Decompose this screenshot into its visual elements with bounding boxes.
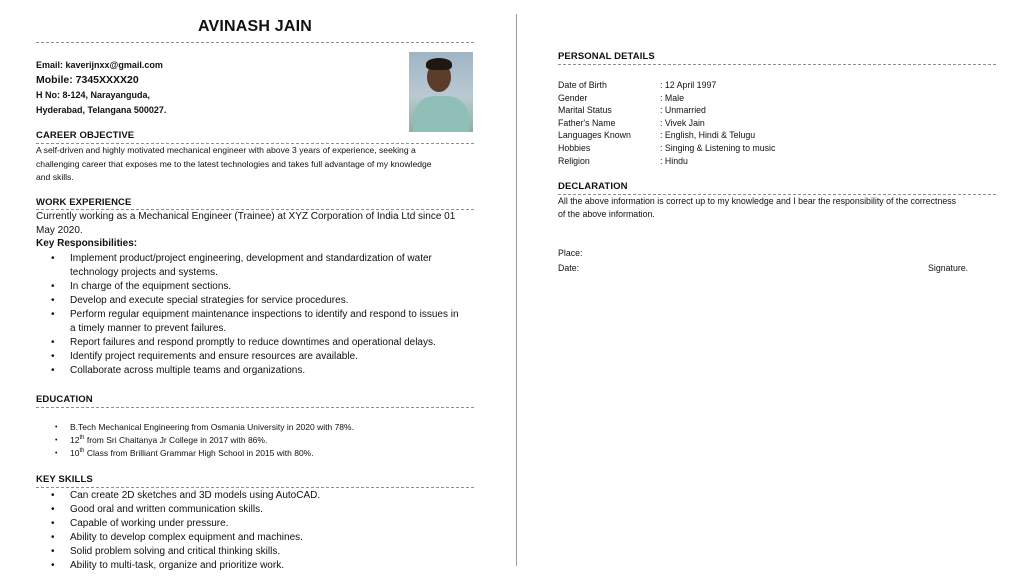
mobile: Mobile: 7345XXXX20 [36, 74, 139, 86]
list-item: • Collaborate across multiple teams and organizations. [51, 365, 306, 376]
key-skills-heading: KEY SKILLS [36, 474, 93, 485]
profile-photo [409, 52, 473, 132]
place-label: Place: [558, 248, 583, 258]
table-row: Father's Name : Vivek Jain [558, 117, 705, 128]
objective-line: challenging career that exposes me to the latest technologies and takes full advantage of my knowledge [36, 158, 432, 169]
key-skills-rule [36, 487, 474, 488]
personal-details-heading: PERSONAL DETAILS [558, 51, 655, 62]
list-item: • Develop and execute special strategies for service procedures. [51, 295, 349, 306]
signature-label: Signature. [928, 263, 969, 273]
declaration-text [558, 195, 996, 220]
contact-block [36, 58, 396, 118]
declaration-line: All the above information is correct up to my knowledge and I bear the responsibility of the correctness [558, 196, 957, 206]
education-rule [36, 407, 474, 408]
list-item: • Perform regular equipment maintenance inspections to identify and respond to issues in a timely manner to prevent failures. [51, 309, 459, 334]
declaration-heading: DECLARATION [558, 181, 628, 192]
list-item: • Capable of working under pressure. [51, 518, 229, 529]
list-item: • Report failures and respond promptly to reduce downtimes and operational delays. [51, 337, 436, 348]
list-item: • Identify project requirements and ensure resources are available. [51, 351, 358, 362]
work-summary [36, 210, 474, 238]
list-item: • Good oral and written communication skills. [51, 504, 263, 515]
table-row: Marital Status : Unmarried [558, 105, 706, 116]
address-line-1: H No: 8-124, Narayanguda, [36, 90, 151, 100]
list-item: • In charge of the equipment sections. [51, 281, 232, 292]
responsibilities-list [36, 252, 474, 378]
list-item: • B.Tech Mechanical Engineering from Osmania University in 2020 with 78%. [55, 422, 354, 432]
table-row: Hobbies : Singing & Listening to music [558, 142, 776, 153]
career-objective-heading: CAREER OBJECTIVE [36, 130, 135, 141]
list-item: • Ability to multi-task, organize and prioritize work. [51, 560, 284, 571]
objective-line: and skills. [36, 172, 74, 182]
title-rule [36, 42, 474, 43]
career-objective-text [36, 144, 474, 185]
personal-details-rule [558, 64, 996, 65]
work-experience-heading: WORK EXPERIENCE [36, 197, 132, 208]
education-heading: EDUCATION [36, 394, 93, 405]
table-row: Date of Birth : 12 April 1997 [558, 80, 717, 90]
list-item: • Solid problem solving and critical thinking skills. [51, 546, 281, 557]
work-summary-line: May 2020. [36, 225, 83, 236]
personal-details-table [558, 79, 775, 167]
date-label: Date: [558, 263, 580, 273]
objective-line: A self-driven and highly motivated mechanical engineer with above 3 years of experience, seeking a [36, 145, 416, 155]
declaration-line: of the above information. [558, 208, 655, 219]
table-row: Gender : Male [558, 92, 684, 103]
list-item: • 10th Class from Brilliant Grammar High School in 2015 with 80%. [55, 448, 314, 458]
list-item: • Can create 2D sketches and 3D models using AutoCAD. [51, 490, 321, 501]
candidate-name: AVINASH JAIN [197, 18, 313, 35]
column-divider [516, 14, 517, 566]
list-item: • 12th from Sri Chaitanya Jr College in 2017 with 86%. [55, 435, 268, 445]
table-row: Languages Known : English, Hindi & Telugu [558, 130, 756, 141]
email: Email: kaverijnxx@gmail.com [36, 60, 163, 70]
key-responsibilities-label: Key Responsibilities: [36, 238, 138, 249]
address-line-2: Hyderabad, Telangana 500027. [36, 105, 167, 115]
education-list [36, 421, 474, 460]
list-item: • Ability to develop complex equipment and machines. [51, 532, 303, 543]
key-skills-list [36, 489, 474, 573]
table-row: Religion : Hindu [558, 155, 688, 166]
list-item: • Implement product/project engineering, development and standardization of water technology projects and systems. [51, 253, 432, 278]
work-summary-line: Currently working as a Mechanical Engineer (Trainee) at XYZ Corporation of India Ltd since 01 [36, 211, 456, 222]
